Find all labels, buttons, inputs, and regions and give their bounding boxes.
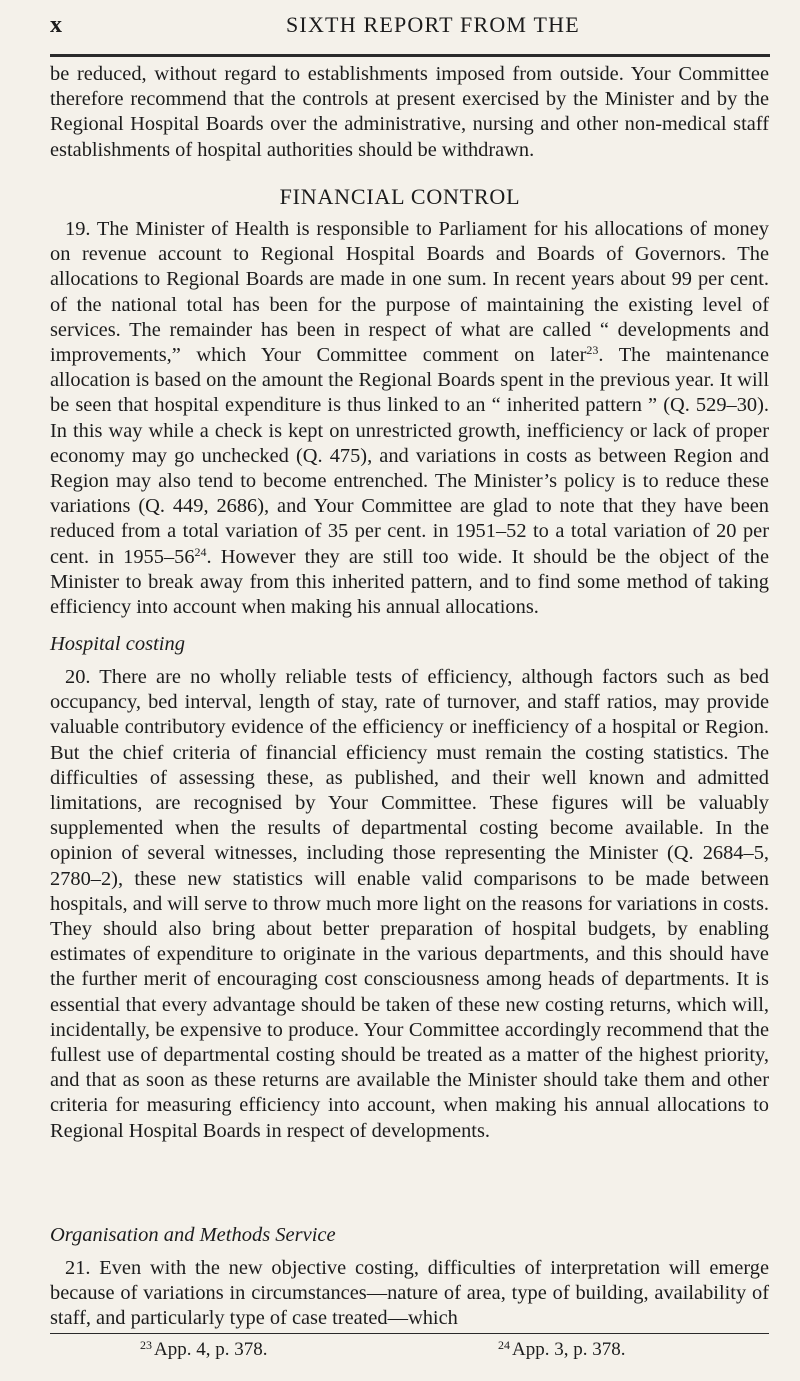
paragraph-21: [50, 1256, 769, 1332]
footnote-ref-23: 23: [586, 343, 599, 358]
footnote-text: App. 3, p. 378.: [512, 1339, 626, 1360]
paragraph-text: [50, 217, 769, 620]
header-rule: [50, 54, 770, 57]
running-head: SIXTH REPORT FROM THE: [286, 12, 580, 37]
paragraph-text: 21. Even with the new objective costing, difficulties of interpretation will emerge because of variations in circumstances—nature of area, type of building, availability of staff, and particularly type of case treated—which: [50, 1257, 769, 1330]
paragraph-19: [50, 217, 769, 620]
section-heading-financial-control: FINANCIAL CONTROL: [279, 184, 521, 209]
subheading-organisation-methods: Organisation and Methods Service: [50, 1224, 336, 1246]
page-header: [0, 12, 800, 52]
paragraph-19-part-c: . However they are still too wide. It should be the object of the Minister to break away from this inherited pattern, and to find some method of taking efficiency into account when making his annual allocations.: [50, 545, 769, 619]
footnote-23: [140, 1338, 267, 1361]
footnote-text: App. 4, p. 378.: [154, 1339, 268, 1360]
footnote-mark: 24: [498, 1338, 510, 1352]
footnote-rule: [50, 1333, 769, 1334]
paragraph-18-continued: [50, 62, 769, 163]
paragraph-19-part-b: . The maintenance allocation is based on the amount the Regional Boards spent in the previous year. It will be seen that hospital expenditure is thus linked to an “ inherited pattern ” (Q. 529–30). In this way while a check is kept on unrestricted growth, inefficiency or lack of proper economy may go unchecked (Q. 475), and variations in costs as between Region and Region may also tend to become entrenched. The Minister’s policy is to reduce these variations (Q. 449, 2686), and Your Committee are glad to note that they have been reduced from a total variation of 35 per cent. in 1951–52 to a total variation of 20 per cent. in 1955–56: [50, 344, 770, 568]
paragraph-text: 20. There are no wholly reliable tests of efficiency, although factors such as bed occupancy, bed interval, length of stay, rate of turnover, and staff ratios, may provide valuable contributory evidence of the efficiency or inefficiency of a hospital or Region. But the chief criteria of financial efficiency must remain the costing statistics. The difficulties of assessing these, as published, and their well known and admitted limitations, are recognised by Your Committee. These figures will be valuably supplemented when the results of departmental costing become available. In the opinion of several witnesses, including those representing the Minister (Q. 2684–5, 2780–2), these new statistics will enable valid comparisons to be made between hospitals, and will serve to throw much more light on the reasons for variations in costs. They should also bring about better preparation of hospital budgets, by enabling estimates of expenditure to originate in the various departments, and this should have the further merit of encouraging cost consciousness among heads of departments. It is essential that every advantage should be taken of these new costing returns, which will, incidentally, be expensive to produce. Your Committee accordingly recommend that the fullest use of departmental costing should be treated as a matter of the highest priority, and that as soon as these returns are available the Minister should take them and other criteria for measuring efficiency into account, when making his annual allocations to Regional Hospital Boards in respect of developments.: [50, 666, 769, 1142]
footnote-24: [498, 1338, 625, 1361]
paragraph-19-part-a: 19. The Minister of Health is responsible to Parliament for his allocations of money on revenue account to Regional Hospital Boards and Boards of Governors. The allocations to Regional Boards are made in one sum. In recent years about 99 per cent. of the national total has been for the purpose of maintaining the existing level of services. The remainder has been in respect of what are called “ developments and improvements,” which Your Committee comment on later: [50, 218, 769, 367]
subheading-hospital-costing: Hospital costing: [50, 633, 185, 655]
paragraph-20: [50, 665, 769, 1144]
paragraph-text: be reduced, without regard to establishments imposed from outside. Your Committee therefore recommend that the controls at present exercised by the Minister and by the Regional Hospital Boards over the administrative, nursing and other non-medical staff establishments of hospital authorities should be withdrawn.: [50, 63, 769, 161]
footnotes: [0, 1338, 800, 1364]
page-number: x: [50, 12, 63, 38]
footnote-ref-24: 24: [194, 544, 207, 559]
footnote-mark: 23: [140, 1338, 152, 1352]
